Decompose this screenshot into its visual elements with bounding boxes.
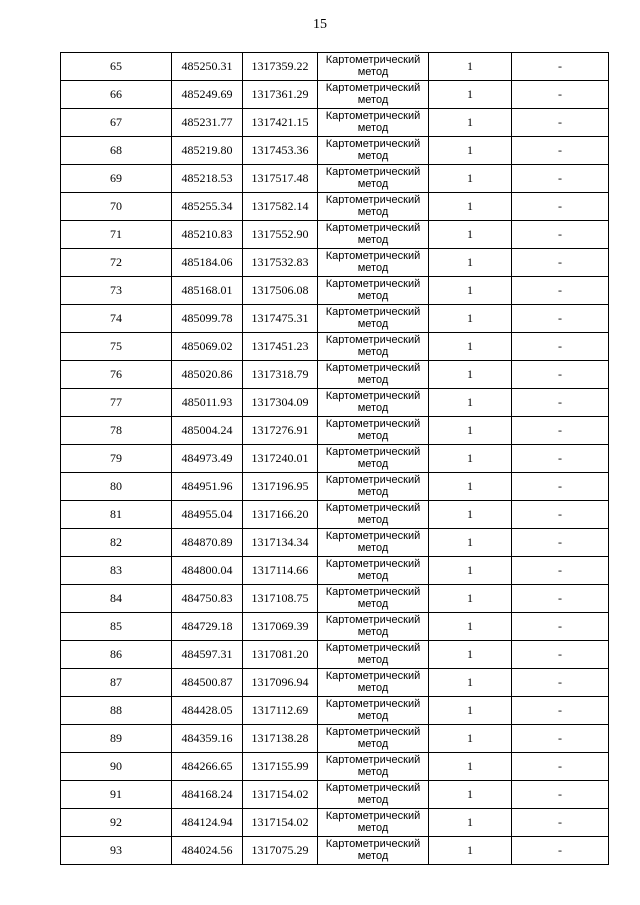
table-row: [61, 669, 609, 697]
method-cell: [318, 725, 429, 753]
y-coordinate-cell: 1317582.14: [243, 193, 318, 221]
count-cell: 1: [429, 445, 512, 473]
table-row: [61, 445, 609, 473]
y-coordinate-cell: 1317166.20: [243, 501, 318, 529]
method-line-1: Картометрический: [325, 586, 421, 598]
count-cell: 1: [429, 613, 512, 641]
y-coordinate-cell: 1317552.90: [243, 221, 318, 249]
y-coordinate-cell: 1317196.95: [243, 473, 318, 501]
y-coordinate-cell: 1317155.99: [243, 753, 318, 781]
point-number-cell: 74: [61, 305, 172, 333]
method-cell: [318, 837, 429, 865]
point-number-cell: 76: [61, 361, 172, 389]
method-line-2: метод: [357, 738, 389, 750]
description-cell: -: [512, 585, 609, 613]
count-cell: 1: [429, 641, 512, 669]
count-cell: 1: [429, 753, 512, 781]
method-line-2: метод: [357, 710, 389, 722]
table-row: [61, 641, 609, 669]
y-coordinate-cell: 1317359.22: [243, 53, 318, 81]
x-coordinate-cell: 484500.87: [172, 669, 243, 697]
count-cell: 1: [429, 669, 512, 697]
description-cell: -: [512, 781, 609, 809]
method-line-1: Картометрический: [325, 334, 421, 346]
description-cell: -: [512, 389, 609, 417]
x-coordinate-cell: 485184.06: [172, 249, 243, 277]
count-cell: 1: [429, 193, 512, 221]
method-line-1: Картометрический: [325, 278, 421, 290]
method-line-2: метод: [357, 374, 389, 386]
method-cell: [318, 389, 429, 417]
method-line-1: Картометрический: [325, 474, 421, 486]
description-cell: -: [512, 613, 609, 641]
point-number-cell: 75: [61, 333, 172, 361]
point-number-cell: 78: [61, 417, 172, 445]
count-cell: 1: [429, 165, 512, 193]
description-cell: -: [512, 137, 609, 165]
method-cell: [318, 81, 429, 109]
table-row: [61, 781, 609, 809]
method-cell: [318, 417, 429, 445]
description-cell: -: [512, 473, 609, 501]
method-line-1: Картометрический: [325, 810, 421, 822]
method-cell: [318, 249, 429, 277]
table-row: [61, 305, 609, 333]
y-coordinate-cell: 1317361.29: [243, 81, 318, 109]
y-coordinate-cell: 1317240.01: [243, 445, 318, 473]
method-line-1: Картометрический: [325, 698, 421, 710]
x-coordinate-cell: 484951.96: [172, 473, 243, 501]
table-row: [61, 109, 609, 137]
y-coordinate-cell: 1317108.75: [243, 585, 318, 613]
method-line-2: метод: [357, 430, 389, 442]
count-cell: 1: [429, 557, 512, 585]
method-line-1: Картометрический: [325, 362, 421, 374]
method-line-2: метод: [357, 514, 389, 526]
method-line-2: метод: [357, 850, 389, 862]
method-line-2: метод: [357, 542, 389, 554]
x-coordinate-cell: 485231.77: [172, 109, 243, 137]
count-cell: 1: [429, 529, 512, 557]
x-coordinate-cell: 485011.93: [172, 389, 243, 417]
x-coordinate-cell: 484800.04: [172, 557, 243, 585]
method-line-2: метод: [357, 290, 389, 302]
table-row: [61, 221, 609, 249]
table-row: [61, 417, 609, 445]
method-line-1: Картометрический: [325, 838, 421, 850]
point-number-cell: 87: [61, 669, 172, 697]
table-row: [61, 389, 609, 417]
point-number-cell: 72: [61, 249, 172, 277]
method-line-1: Картометрический: [325, 502, 421, 514]
y-coordinate-cell: 1317114.66: [243, 557, 318, 585]
method-cell: [318, 165, 429, 193]
x-coordinate-cell: 484750.83: [172, 585, 243, 613]
method-line-1: Картометрический: [325, 614, 421, 626]
y-coordinate-cell: 1317276.91: [243, 417, 318, 445]
point-number-cell: 69: [61, 165, 172, 193]
x-coordinate-cell: 484597.31: [172, 641, 243, 669]
method-line-1: Картометрический: [325, 194, 421, 206]
table-row: [61, 753, 609, 781]
count-cell: 1: [429, 137, 512, 165]
method-cell: [318, 473, 429, 501]
method-line-1: Картометрический: [325, 54, 421, 66]
method-cell: [318, 137, 429, 165]
y-coordinate-cell: 1317453.36: [243, 137, 318, 165]
table-row: [61, 165, 609, 193]
method-line-1: Картометрический: [325, 670, 421, 682]
count-cell: 1: [429, 417, 512, 445]
point-number-cell: 73: [61, 277, 172, 305]
x-coordinate-cell: 485004.24: [172, 417, 243, 445]
table-row: [61, 529, 609, 557]
description-cell: -: [512, 193, 609, 221]
method-line-2: метод: [357, 178, 389, 190]
method-cell: [318, 109, 429, 137]
x-coordinate-cell: 484024.56: [172, 837, 243, 865]
y-coordinate-cell: 1317075.29: [243, 837, 318, 865]
description-cell: -: [512, 697, 609, 725]
table-row: [61, 585, 609, 613]
method-line-2: метод: [357, 318, 389, 330]
count-cell: 1: [429, 277, 512, 305]
method-line-1: Картометрический: [325, 222, 421, 234]
method-cell: [318, 53, 429, 81]
y-coordinate-cell: 1317451.23: [243, 333, 318, 361]
count-cell: 1: [429, 249, 512, 277]
count-cell: 1: [429, 361, 512, 389]
point-number-cell: 71: [61, 221, 172, 249]
x-coordinate-cell: 484124.94: [172, 809, 243, 837]
count-cell: 1: [429, 109, 512, 137]
method-line-1: Картометрический: [325, 82, 421, 94]
point-number-cell: 91: [61, 781, 172, 809]
count-cell: 1: [429, 725, 512, 753]
method-line-2: метод: [357, 598, 389, 610]
description-cell: -: [512, 109, 609, 137]
method-cell: [318, 193, 429, 221]
description-cell: -: [512, 557, 609, 585]
method-cell: [318, 221, 429, 249]
method-line-2: метод: [357, 94, 389, 106]
count-cell: 1: [429, 473, 512, 501]
point-number-cell: 77: [61, 389, 172, 417]
method-line-1: Картометрический: [325, 754, 421, 766]
x-coordinate-cell: 484729.18: [172, 613, 243, 641]
x-coordinate-cell: 485249.69: [172, 81, 243, 109]
method-line-1: Картометрический: [325, 166, 421, 178]
method-line-1: Картометрический: [325, 446, 421, 458]
count-cell: 1: [429, 305, 512, 333]
method-cell: [318, 641, 429, 669]
x-coordinate-cell: 484359.16: [172, 725, 243, 753]
point-number-cell: 86: [61, 641, 172, 669]
table-row: [61, 193, 609, 221]
y-coordinate-cell: 1317154.02: [243, 809, 318, 837]
method-line-1: Картометрический: [325, 726, 421, 738]
description-cell: -: [512, 53, 609, 81]
x-coordinate-cell: 484870.89: [172, 529, 243, 557]
method-line-1: Картометрический: [325, 250, 421, 262]
table-row: [61, 473, 609, 501]
method-line-1: Картометрический: [325, 138, 421, 150]
description-cell: -: [512, 361, 609, 389]
y-coordinate-cell: 1317532.83: [243, 249, 318, 277]
x-coordinate-cell: 485255.34: [172, 193, 243, 221]
table-row: [61, 53, 609, 81]
method-line-2: метод: [357, 402, 389, 414]
method-line-2: метод: [357, 234, 389, 246]
description-cell: -: [512, 305, 609, 333]
method-line-2: метод: [357, 346, 389, 358]
point-number-cell: 82: [61, 529, 172, 557]
count-cell: 1: [429, 585, 512, 613]
x-coordinate-cell: 485069.02: [172, 333, 243, 361]
method-cell: [318, 445, 429, 473]
point-number-cell: 66: [61, 81, 172, 109]
y-coordinate-cell: 1317081.20: [243, 641, 318, 669]
description-cell: -: [512, 417, 609, 445]
point-number-cell: 67: [61, 109, 172, 137]
description-cell: -: [512, 837, 609, 865]
method-line-1: Картометрический: [325, 558, 421, 570]
x-coordinate-cell: 485250.31: [172, 53, 243, 81]
x-coordinate-cell: 484428.05: [172, 697, 243, 725]
table-row: [61, 501, 609, 529]
description-cell: -: [512, 221, 609, 249]
method-line-2: метод: [357, 626, 389, 638]
method-line-2: метод: [357, 822, 389, 834]
method-line-2: метод: [357, 458, 389, 470]
table-row: [61, 809, 609, 837]
method-line-1: Картометрический: [325, 306, 421, 318]
description-cell: -: [512, 669, 609, 697]
count-cell: 1: [429, 837, 512, 865]
method-cell: [318, 277, 429, 305]
method-line-1: Картометрический: [325, 418, 421, 430]
method-cell: [318, 613, 429, 641]
method-line-1: Картометрический: [325, 110, 421, 122]
method-line-1: Картометрический: [325, 530, 421, 542]
point-number-cell: 68: [61, 137, 172, 165]
x-coordinate-cell: 485219.80: [172, 137, 243, 165]
method-cell: [318, 781, 429, 809]
method-line-2: метод: [357, 570, 389, 582]
method-line-2: метод: [357, 766, 389, 778]
count-cell: 1: [429, 809, 512, 837]
point-number-cell: 93: [61, 837, 172, 865]
y-coordinate-cell: 1317304.09: [243, 389, 318, 417]
method-cell: [318, 333, 429, 361]
table-row: [61, 837, 609, 865]
count-cell: 1: [429, 781, 512, 809]
x-coordinate-cell: 485020.86: [172, 361, 243, 389]
method-cell: [318, 557, 429, 585]
method-cell: [318, 305, 429, 333]
method-cell: [318, 529, 429, 557]
y-coordinate-cell: 1317421.15: [243, 109, 318, 137]
x-coordinate-cell: 484266.65: [172, 753, 243, 781]
method-line-2: метод: [357, 682, 389, 694]
point-number-cell: 85: [61, 613, 172, 641]
method-line-2: метод: [357, 486, 389, 498]
page-number: 15: [313, 17, 327, 32]
description-cell: -: [512, 529, 609, 557]
method-cell: [318, 753, 429, 781]
count-cell: 1: [429, 697, 512, 725]
x-coordinate-cell: 485099.78: [172, 305, 243, 333]
method-line-2: метод: [357, 122, 389, 134]
point-number-cell: 92: [61, 809, 172, 837]
x-coordinate-cell: 485218.53: [172, 165, 243, 193]
method-cell: [318, 697, 429, 725]
table-row: [61, 613, 609, 641]
description-cell: -: [512, 725, 609, 753]
table-row: [61, 697, 609, 725]
x-coordinate-cell: 484955.04: [172, 501, 243, 529]
method-line-1: Картометрический: [325, 782, 421, 794]
table-row: [61, 557, 609, 585]
count-cell: 1: [429, 389, 512, 417]
y-coordinate-cell: 1317506.08: [243, 277, 318, 305]
description-cell: -: [512, 81, 609, 109]
y-coordinate-cell: 1317318.79: [243, 361, 318, 389]
point-number-cell: 70: [61, 193, 172, 221]
table-row: [61, 137, 609, 165]
method-line-2: метод: [357, 66, 389, 78]
count-cell: 1: [429, 333, 512, 361]
method-line-2: метод: [357, 794, 389, 806]
y-coordinate-cell: 1317134.34: [243, 529, 318, 557]
table-row: [61, 249, 609, 277]
point-number-cell: 80: [61, 473, 172, 501]
point-number-cell: 89: [61, 725, 172, 753]
y-coordinate-cell: 1317138.28: [243, 725, 318, 753]
y-coordinate-cell: 1317475.31: [243, 305, 318, 333]
coordinates-table-body: [61, 53, 609, 865]
description-cell: -: [512, 165, 609, 193]
y-coordinate-cell: 1317154.02: [243, 781, 318, 809]
method-cell: [318, 585, 429, 613]
table-row: [61, 361, 609, 389]
method-cell: [318, 361, 429, 389]
method-line-2: метод: [357, 206, 389, 218]
description-cell: -: [512, 277, 609, 305]
description-cell: -: [512, 249, 609, 277]
point-number-cell: 84: [61, 585, 172, 613]
method-line-1: Картометрический: [325, 642, 421, 654]
point-number-cell: 79: [61, 445, 172, 473]
description-cell: -: [512, 445, 609, 473]
description-cell: -: [512, 333, 609, 361]
count-cell: 1: [429, 53, 512, 81]
table-row: [61, 81, 609, 109]
x-coordinate-cell: 485168.01: [172, 277, 243, 305]
point-number-cell: 90: [61, 753, 172, 781]
x-coordinate-cell: 485210.83: [172, 221, 243, 249]
point-number-cell: 88: [61, 697, 172, 725]
coordinates-table: [60, 52, 609, 865]
y-coordinate-cell: 1317517.48: [243, 165, 318, 193]
description-cell: -: [512, 753, 609, 781]
description-cell: -: [512, 809, 609, 837]
method-line-1: Картометрический: [325, 390, 421, 402]
point-number-cell: 81: [61, 501, 172, 529]
count-cell: 1: [429, 221, 512, 249]
point-number-cell: 83: [61, 557, 172, 585]
count-cell: 1: [429, 81, 512, 109]
method-cell: [318, 669, 429, 697]
y-coordinate-cell: 1317096.94: [243, 669, 318, 697]
count-cell: 1: [429, 501, 512, 529]
method-line-2: метод: [357, 262, 389, 274]
x-coordinate-cell: 484168.24: [172, 781, 243, 809]
method-line-2: метод: [357, 654, 389, 666]
description-cell: -: [512, 641, 609, 669]
table-row: [61, 725, 609, 753]
method-cell: [318, 809, 429, 837]
table-row: [61, 333, 609, 361]
method-line-2: метод: [357, 150, 389, 162]
description-cell: -: [512, 501, 609, 529]
x-coordinate-cell: 484973.49: [172, 445, 243, 473]
method-cell: [318, 501, 429, 529]
y-coordinate-cell: 1317112.69: [243, 697, 318, 725]
table-row: [61, 277, 609, 305]
point-number-cell: 65: [61, 53, 172, 81]
y-coordinate-cell: 1317069.39: [243, 613, 318, 641]
